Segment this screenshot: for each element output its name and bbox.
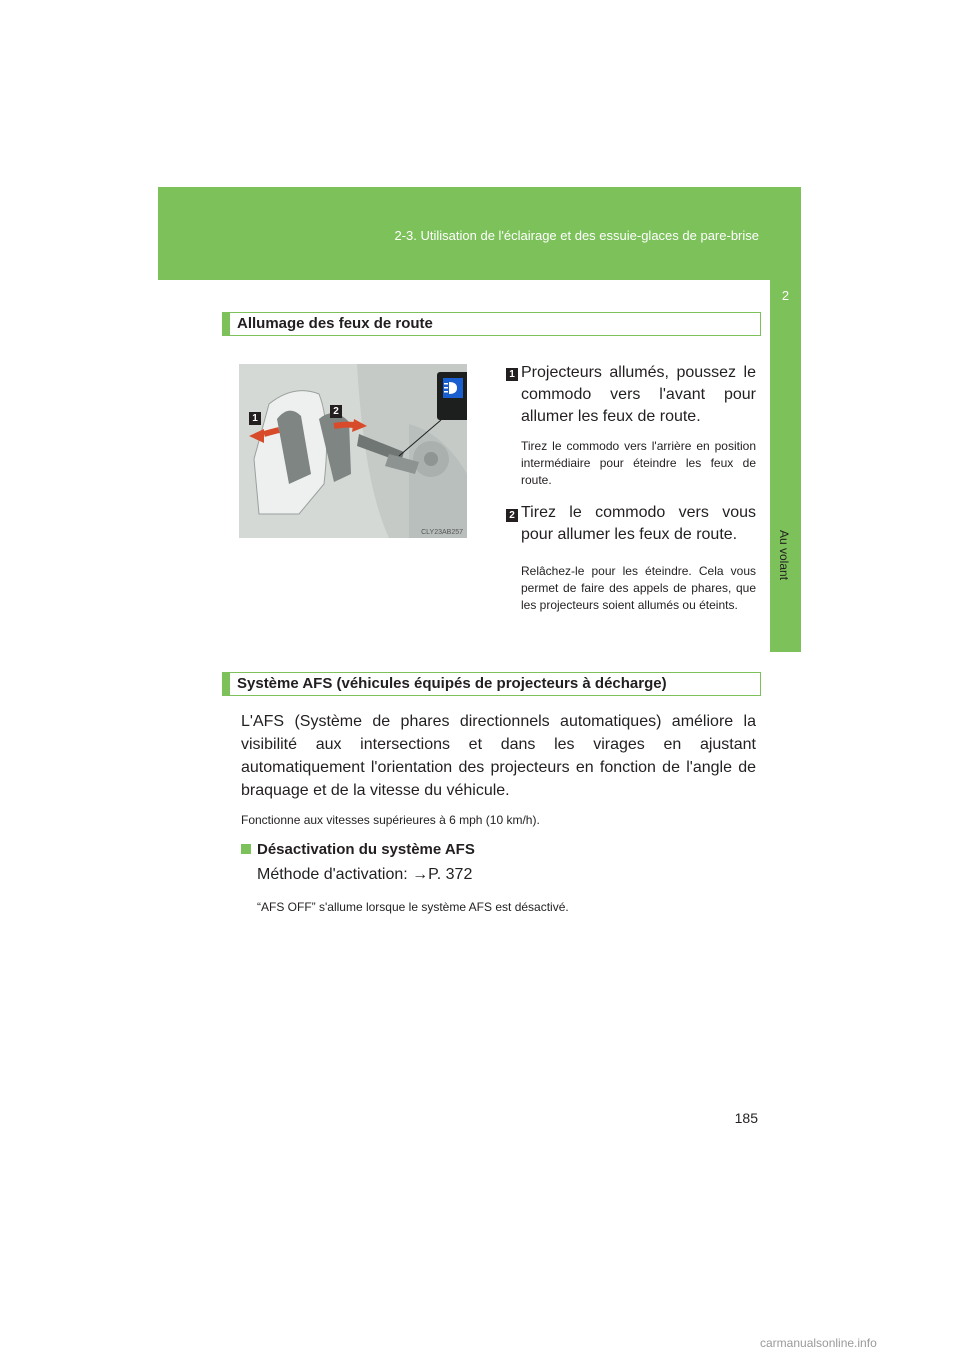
afs-method-link[interactable]: Méthode d'activation: →P. 372 [257,866,473,883]
figure-badge-2: 2 [330,405,342,418]
page-number: 185 [734,1110,758,1126]
step-2-text: Tirez le commodo vers vous pour allumer les feux de route. [521,504,756,543]
lever-illustration-drawing [239,364,467,538]
side-tab-label-box [770,530,801,650]
afs-deactivation-title: Désactivation du système AFS [257,841,475,858]
header-band [158,187,801,280]
step-1-badge: 1 [506,368,518,381]
lever-illustration [239,364,467,538]
step-1-text: Projecteurs allumés, poussez le commodo vers l'avant pour allumer les feux de route. [521,364,756,425]
section-heading-high-beam [222,312,761,336]
afs-description: L'AFS (Système de phares directionnels automatiques) améliore la visibilité aux intersections et dans les virages en ajustant automatiquement l'orientation des projecteurs en fonction de l'angle de braquage et de la vitesse du véhicule. [241,713,756,799]
chapter-title: 2-3. Utilisation de l'éclairage et des essuie-glaces de pare-brise [394,228,759,243]
afs-deactivation-heading [241,841,475,858]
afs-off-note: “AFS OFF” s'allume lorsque le système AFS est désactivé. [257,900,569,914]
section-heading-afs [222,672,761,696]
figure-code: CLY23AB257 [421,529,463,536]
step-2-note: Relâchez-le pour les éteindre. Cela vous permet de faire des appels de phares, que les projecteurs soient allumés ou éteints. [521,564,756,612]
side-tab-number: 2 [781,288,790,303]
step-2-badge: 2 [506,509,518,522]
section-heading-text: Système AFS (véhicules équipés de projecteurs à décharge) [237,675,667,692]
side-tab-label: Au volant [777,530,791,581]
section-heading-text: Allumage des feux de route [237,315,433,332]
watermark: carmanualsonline.info [760,1336,877,1350]
step-1-note: Tirez le commodo vers l'arrière en position intermédiaire pour éteindre les feux de route. [521,439,756,487]
figure-badge-1: 1 [249,412,261,425]
afs-speed-note: Fonctionne aux vitesses supérieures à 6 mph (10 km/h). [241,813,540,827]
square-bullet-icon [241,844,251,854]
